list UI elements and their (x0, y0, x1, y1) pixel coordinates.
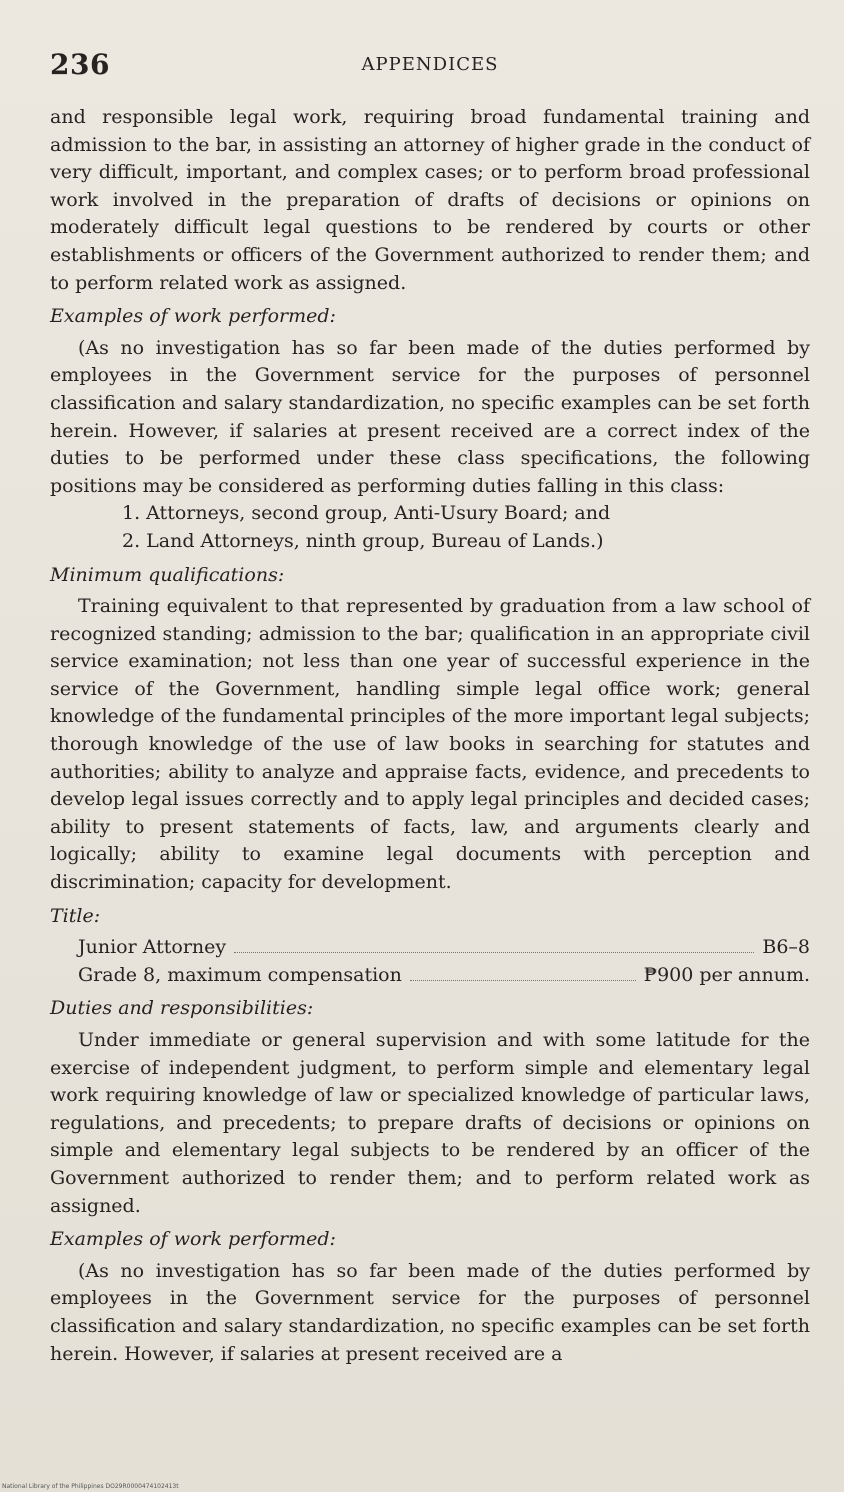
title-label: Junior Attorney (78, 936, 227, 959)
compensation-line (78, 962, 810, 990)
paragraph: Training equivalent to that represented by graduation from a law school of recognized standing; admission to the bar; qualification in an appropriate civil service examination; not less than one year of successful experience in the service of the Government, handling simple legal office work; general knowledge of the fundamental principles of the more important legal subjects; thorough knowledge of the use of law books in searching for statutes and authorities; ability to analyze and appraise facts, evidence, and precedents to develop legal issues correctly and to apply legal principles and decided cases; ability to present statements of facts, law, and arguments clearly and logically; ability to examine legal documents with perception and discrimination; capacity for development. (50, 595, 810, 894)
compensation-value: ₱900 per annum. (643, 963, 810, 986)
section-heading: Minimum qualifications: (50, 563, 285, 586)
page-number: 236 (50, 48, 110, 81)
paragraph: Under immediate or general supervision and with some latitude for the exercise of independent judgment, to perform simple and elementary legal work requiring knowledge of law or specialized knowledge of particular laws, regulations, and precedents; to prepare drafts of decisions or opinions on simple and elementary legal subjects to be rendered by an officer of the Government authorized to render them; and to perform related work as assigned. (50, 1029, 810, 1217)
section-heading: Duties and responsibilities: (50, 997, 314, 1020)
title-line (78, 934, 810, 962)
paragraph: and responsible legal work, requiring broad fundamental training and admission to the bar, in assisting an attorney of higher grade in the conduct of very difficult, important, and complex cases; or to perform broad professional work involved in the preparation of drafts of decisions or opinions on moderately difficult legal questions to be rendered by courts or other establishments or officers of the Government authorized to render them; and to perform related work as assigned. (50, 106, 810, 294)
dot-leader (234, 952, 754, 953)
title-code: B6–8 (762, 936, 810, 959)
section-heading: Examples of work performed: (50, 1228, 336, 1251)
section-heading: Examples of work performed: (50, 305, 336, 328)
list-item: 1. Attorneys, second group, Anti-Usury Board; and (122, 502, 611, 525)
dot-leader (410, 980, 636, 981)
running-head: APPENDICES (361, 54, 499, 75)
list-item: 2. Land Attorneys, ninth group, Bureau of Lands.) (122, 529, 604, 552)
compensation-label: Grade 8, maximum compensation (78, 963, 402, 986)
scan-footer-note: National Library of the Philippines DO29R0000474102413t (2, 1483, 179, 1490)
positions-list (122, 500, 810, 555)
paragraph: (As no investigation has so far been made of the duties performed by employees in the Government service for the purposes of personnel classification and salary standardization, no specific examples can be set forth herein. However, if salaries at present received are a correct index of the duties to be performed under these class specifications, the following positions may be considered as performing duties falling in this class: (50, 336, 810, 497)
page-header (50, 48, 810, 84)
section-heading: Title: (50, 904, 101, 927)
page-content (50, 104, 810, 1368)
paragraph: (As no investigation has so far been made of the duties performed by employees in the Government service for the purposes of personnel classification and salary standardization, no specific examples can be set forth herein. However, if salaries at present received are a (50, 1259, 810, 1365)
